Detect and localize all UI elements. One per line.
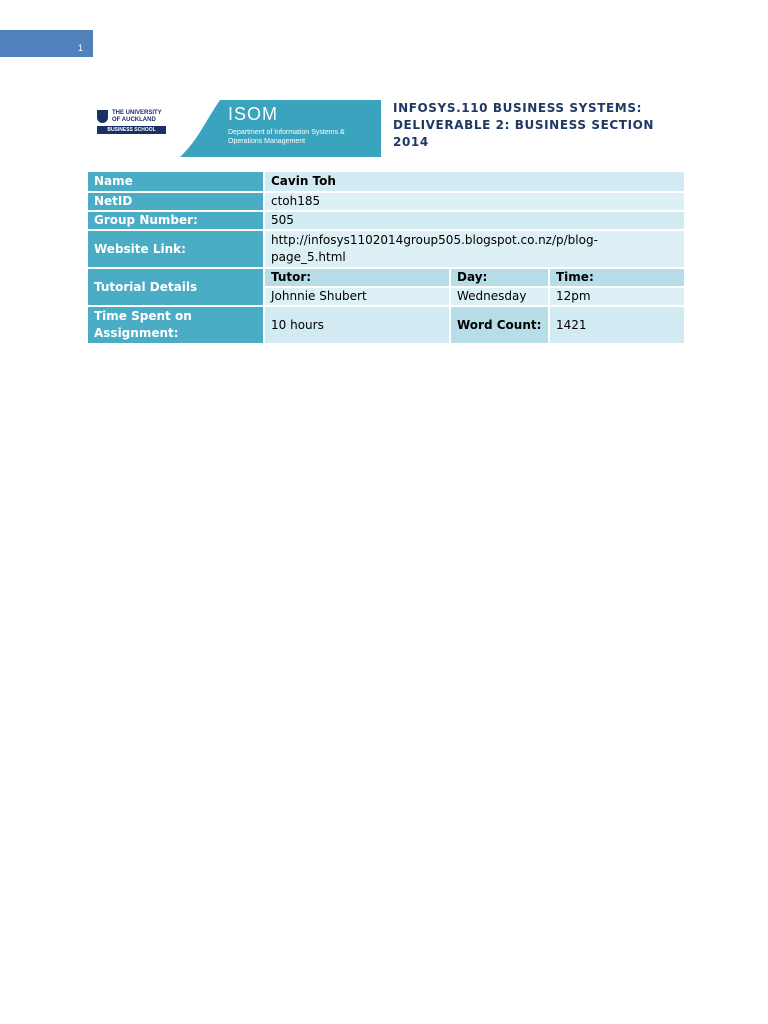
website-link-label: Website Link: xyxy=(88,231,263,267)
isom-logo xyxy=(88,100,381,157)
page-number-tab xyxy=(0,30,93,57)
group-number-label: Group Number: xyxy=(88,212,263,229)
time-label: Time: xyxy=(550,269,684,286)
department-name: Department of Information Systems & Operations Management xyxy=(228,129,345,145)
time-spent-label: Time Spent on Assignment: xyxy=(88,307,263,343)
tutorial-details-label: Tutorial Details xyxy=(88,269,263,305)
netid-value: ctoh185 xyxy=(265,193,684,210)
word-count-label: Word Count: xyxy=(451,307,548,343)
time-spent-value: 10 hours xyxy=(265,307,449,343)
document-title: INFOSYS.110 BUSINESS SYSTEMS: DELIVERABLE 2: BUSINESS SECTION 2014 xyxy=(393,101,655,149)
isom-wordmark: ISOM xyxy=(228,104,279,124)
logo-url: www.isom.auckland.ac.nz xyxy=(100,144,158,150)
table-row xyxy=(88,193,684,210)
table-row xyxy=(88,307,684,343)
word-count-value: 1421 xyxy=(550,307,684,343)
time-value: 12pm xyxy=(550,288,684,305)
business-school-label: BUSINESS SCHOOL xyxy=(97,126,166,134)
netid-label: NetID xyxy=(88,193,263,210)
university-crest-icon xyxy=(97,110,108,123)
day-value: Wednesday xyxy=(451,288,548,305)
page-number: 1 xyxy=(77,43,83,53)
website-link-value[interactable]: http://infosys1102014group505.blogspot.co.nz/p/blog- page_5.html xyxy=(265,231,684,267)
table-row xyxy=(88,212,684,229)
group-number-value: 505 xyxy=(265,212,684,229)
tutor-label: Tutor: xyxy=(265,269,449,286)
name-value: Cavin Toh xyxy=(265,172,684,191)
table-row xyxy=(88,172,684,191)
university-name: THE UNIVERSITY OF AUCKLAND xyxy=(112,110,162,123)
name-label: Name xyxy=(88,172,263,191)
tutor-value: Johnnie Shubert xyxy=(265,288,449,305)
table-row xyxy=(88,269,684,286)
day-label: Day: xyxy=(451,269,548,286)
table-row xyxy=(88,231,684,267)
details-table xyxy=(86,170,686,345)
